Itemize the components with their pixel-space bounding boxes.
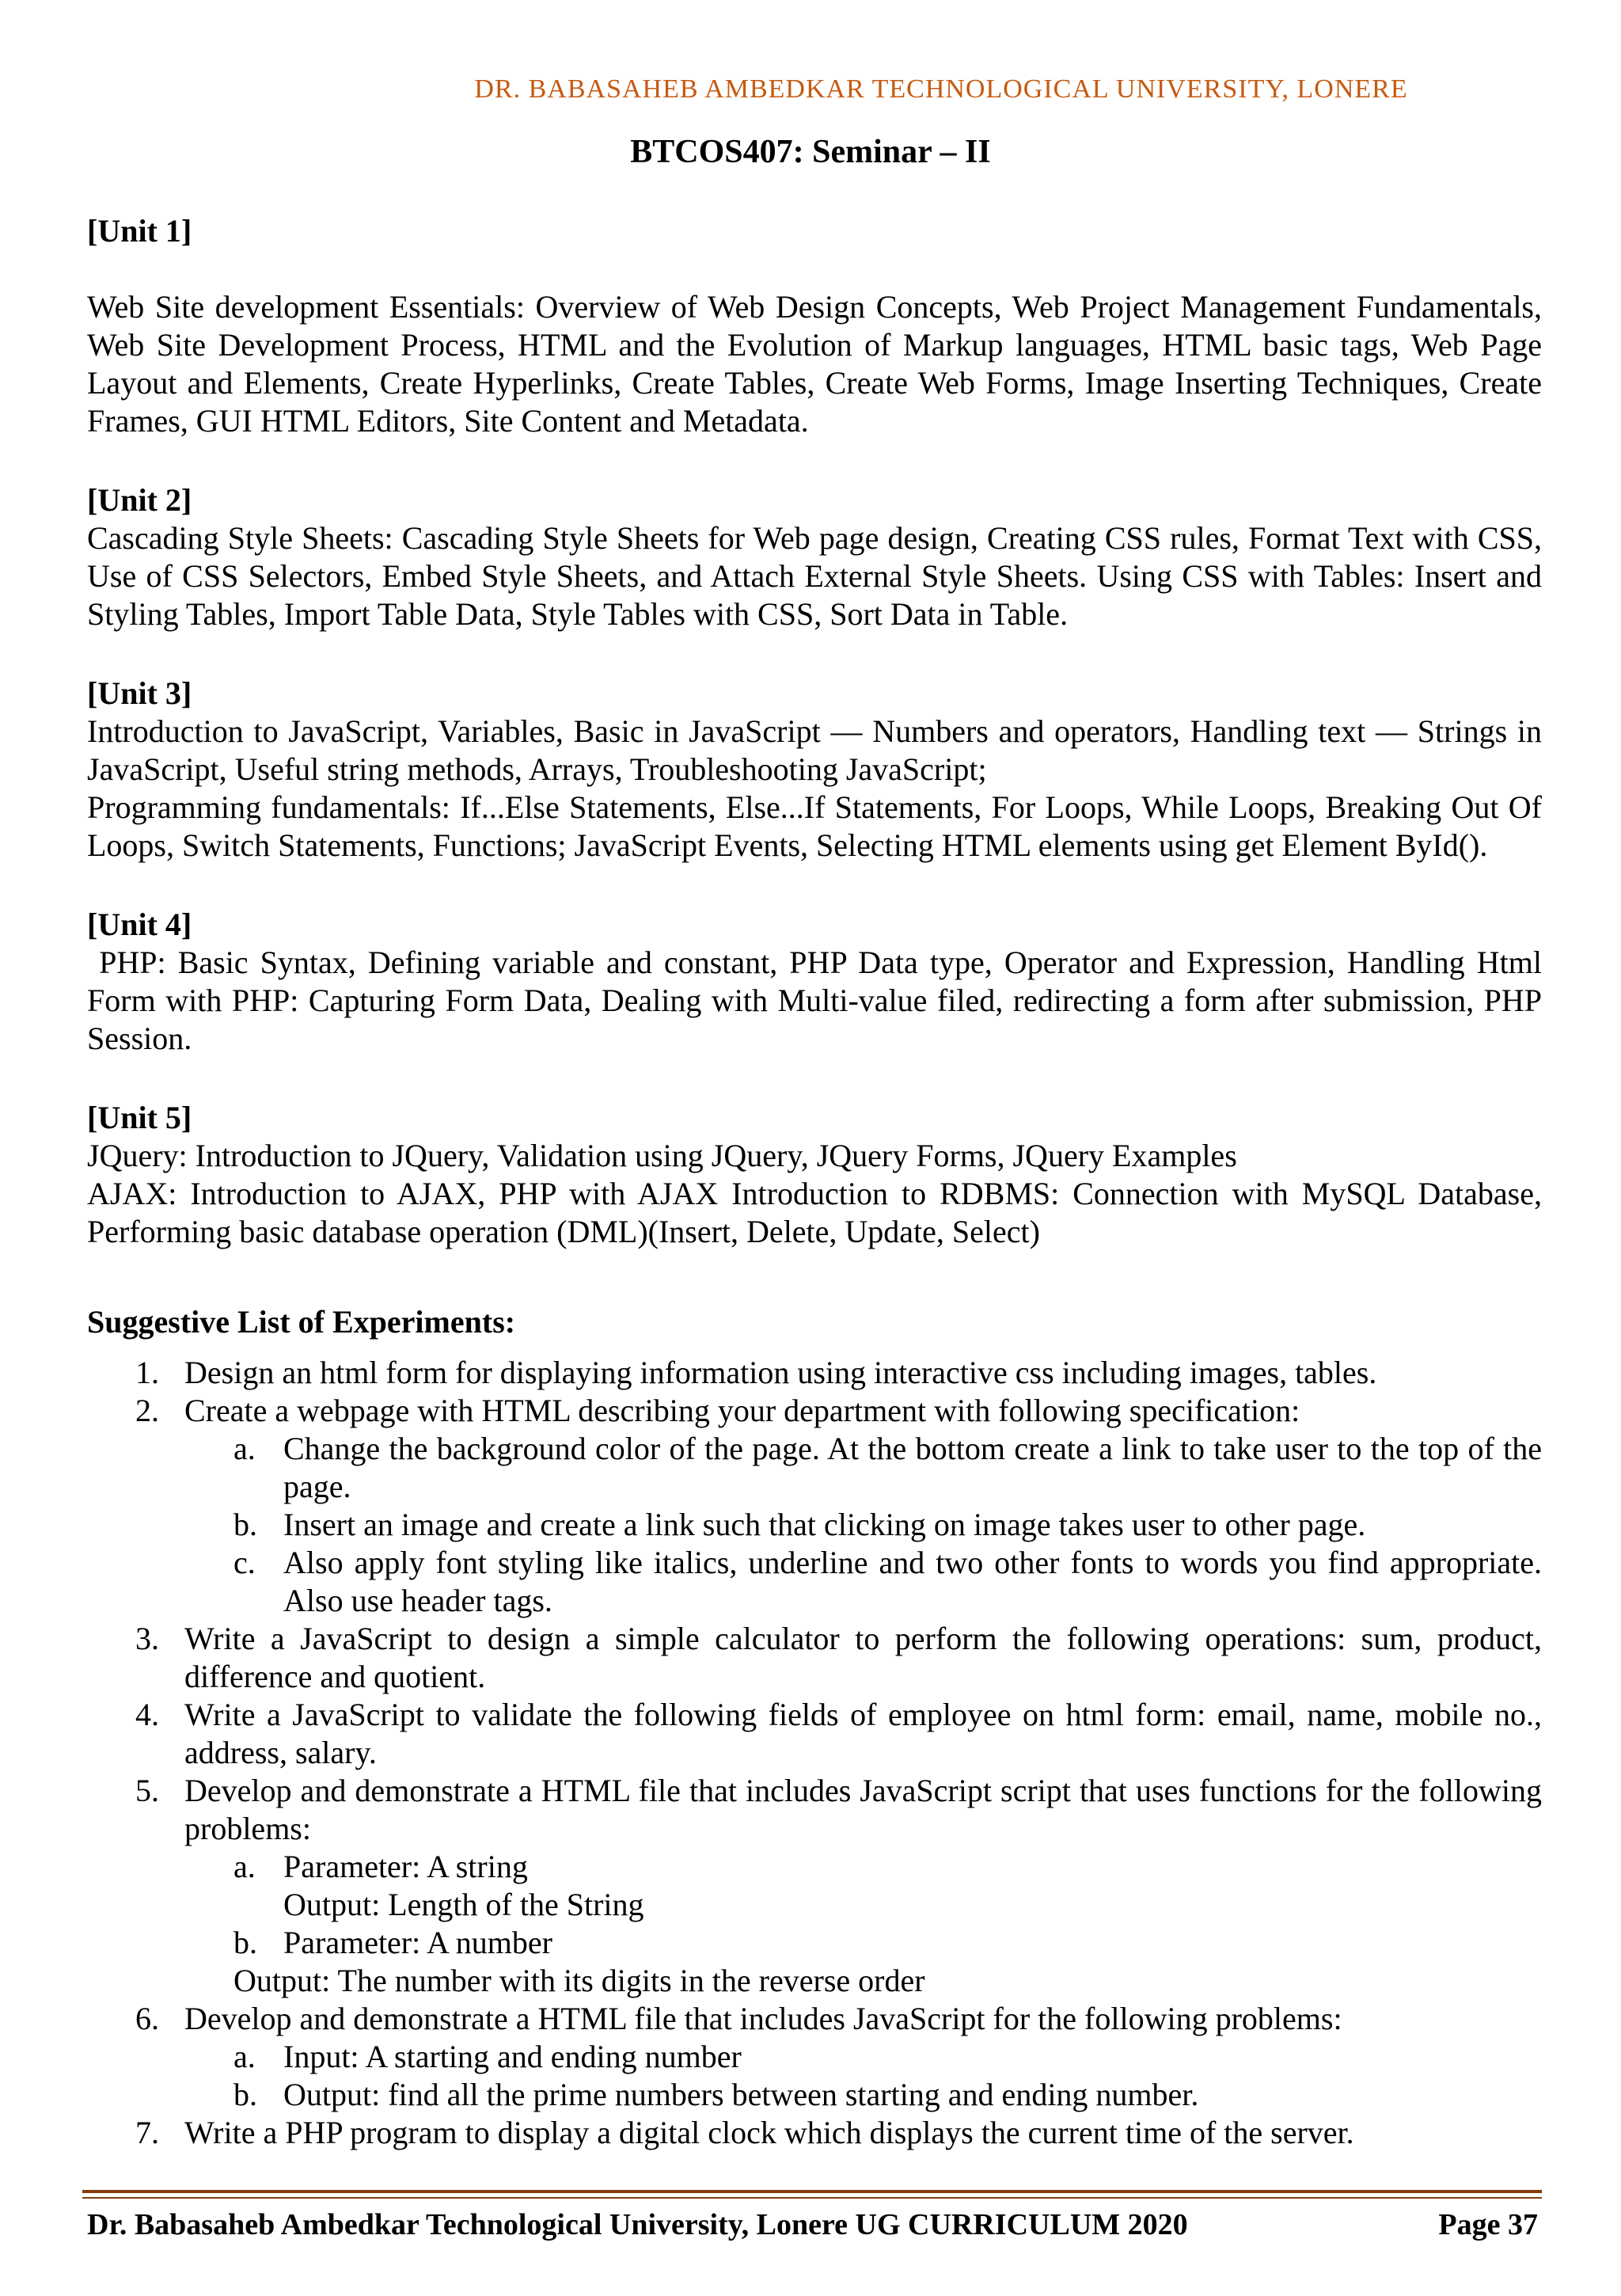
sub-item-continuation: Output: The number with its digits in the reverse order <box>233 1963 925 1998</box>
sub-item-letter: a. <box>233 1431 256 1466</box>
unit-heading: [Unit 3] <box>87 675 192 711</box>
sub-list <box>184 2038 1542 2114</box>
sub-item-letter: a. <box>233 1849 256 1884</box>
sub-list-item <box>184 1430 1542 1506</box>
list-item <box>87 2000 1542 2114</box>
sub-item-letter: b. <box>233 1925 257 1960</box>
sub-item-text: Also apply font styling like italics, underline and two other fonts to words you find appropriate. Also use header tags. <box>283 1545 1542 1618</box>
item-text: Create a webpage with HTML describing your department with following specification: <box>184 1393 1300 1428</box>
unit-heading: [Unit 4] <box>87 907 192 942</box>
sub-item-letter: a. <box>233 2039 256 2074</box>
university-header <box>0 74 1621 105</box>
item-text: Develop and demonstrate a HTML file that includes JavaScript script that uses functions for the following problems: <box>184 1773 1542 1846</box>
unit-paragraph: AJAX: Introduction to AJAX, PHP with AJAX Introduction to RDBMS: Connection with MySQL Database, Performing basic database operation (DML)(Insert, Delete, Update, Select) <box>87 1176 1542 1249</box>
item-text: Write a JavaScript to design a simple calculator to perform the following operations: sum, product, difference and quotient. <box>184 1621 1542 1694</box>
item-number: 4. <box>135 1697 159 1732</box>
unit-paragraph: PHP: Basic Syntax, Defining variable and constant, PHP Data type, Operator and Expression, Handling Html Form with PHP: Capturing Form Data, Dealing with Multi-value filed, redirecting a form after submission, PHP Session. <box>87 945 1551 1056</box>
footer-divider-thin <box>82 2197 1542 2199</box>
sub-item-text: Input: A starting and ending number <box>283 2039 742 2074</box>
sub-list-item <box>184 1506 1542 1544</box>
unit-paragraph: Introduction to JavaScript, Variables, Basic in JavaScript — Numbers and operators, Handling text — Strings in JavaScript, Useful string methods, Arrays, Troubleshooting JavaScript; <box>87 713 1542 787</box>
unit-heading: [Unit 1] <box>87 213 192 249</box>
list-item <box>87 1354 1542 1392</box>
sub-item-letter: c. <box>233 1545 256 1580</box>
item-number: 3. <box>135 1621 159 1656</box>
sub-list-item <box>184 2038 1542 2076</box>
experiments-list <box>87 1354 1542 2152</box>
list-item <box>87 1696 1542 1772</box>
unit-heading: [Unit 2] <box>87 482 192 518</box>
list-item <box>87 1392 1542 1620</box>
item-number: 2. <box>135 1393 159 1428</box>
course-title: BTCOS407: Seminar – II <box>630 134 991 170</box>
unit-paragraph: JQuery: Introduction to JQuery, Validation using JQuery, JQuery Forms, JQuery Examples <box>87 1138 1237 1173</box>
page-number: Page 37 <box>1438 2208 1538 2241</box>
item-text: Develop and demonstrate a HTML file that includes JavaScript for the following problems: <box>184 2001 1342 2036</box>
sub-item-text: Output: find all the prime numbers between starting and ending number. <box>283 2077 1199 2112</box>
unit-heading: [Unit 5] <box>87 1100 192 1135</box>
list-item <box>87 1620 1542 1696</box>
item-number: 1. <box>135 1355 159 1390</box>
sub-item-text: Parameter: A number <box>283 1925 552 1960</box>
item-text: Design an html form for displaying information using interactive css including images, tables. <box>184 1355 1377 1390</box>
footer-divider <box>82 2190 1542 2193</box>
sub-item-letter: b. <box>233 1507 257 1542</box>
sub-item-letter: b. <box>233 2077 257 2112</box>
unit-paragraph: Programming fundamentals: If...Else Statements, Else...If Statements, For Loops, While Loops, Breaking Out Of Loops, Switch Statements, Functions; JavaScript Events, Selecting HTML elements using get Element ById(). <box>87 789 1542 863</box>
sub-list-item <box>184 1848 1542 1924</box>
sub-list-item <box>184 2076 1542 2114</box>
syllabus-content <box>87 212 1551 2152</box>
list-item <box>87 2114 1542 2152</box>
item-text: Write a JavaScript to validate the following fields of employee on html form: email, name, mobile no., address, salary. <box>184 1697 1542 1770</box>
item-text: Write a PHP program to display a digital clock which displays the current time of the server. <box>184 2115 1354 2150</box>
footer-university: Dr. Babasaheb Ambedkar Technological University, Lonere UG CURRICULUM 2020 <box>87 2208 1188 2241</box>
sub-item-text: Parameter: A string <box>283 1849 528 1884</box>
sub-item-text: Insert an image and create a link such that clicking on image takes user to other page. <box>283 1507 1366 1542</box>
list-item <box>87 1772 1542 2000</box>
sub-item-text: Change the background color of the page. At the bottom create a link to take user to the top of the page. <box>283 1431 1542 1504</box>
sub-item-continuation: Output: Length of the String <box>283 1887 644 1922</box>
sub-list <box>184 1848 1542 2000</box>
item-number: 5. <box>135 1773 159 1808</box>
experiments-title: Suggestive List of Experiments: <box>87 1304 516 1340</box>
sub-list-item <box>184 1924 1542 2000</box>
item-number: 7. <box>135 2115 159 2150</box>
unit-paragraph: Web Site development Essentials: Overview of Web Design Concepts, Web Project Management Fundamentals, Web Site Development Process, HTML and the Evolution of Markup languages, HTML basic tags, Web Page Layout and Elements, Create Hyperlinks, Create Tables, Create Web Forms, Image Inserting Techniques, Create Frames, GUI HTML Editors, Site Content and Metadata. <box>87 289 1542 439</box>
university-name: DR. BABASAHEB AMBEDKAR TECHNOLOGICAL UNIVERSITY, LONERE <box>474 74 1408 104</box>
unit-paragraph: Cascading Style Sheets: Cascading Style Sheets for Web page design, Creating CSS rules, Format Text with CSS, Use of CSS Selectors, Embed Style Sheets, and Attach External Style Sheets. Using CSS with Tables: Insert and Styling Tables, Import Table Data, Style Tables with CSS, Sort Data in Table. <box>87 520 1542 632</box>
sub-list-item <box>184 1544 1542 1620</box>
sub-list <box>184 1430 1542 1620</box>
item-number: 6. <box>135 2001 159 2036</box>
